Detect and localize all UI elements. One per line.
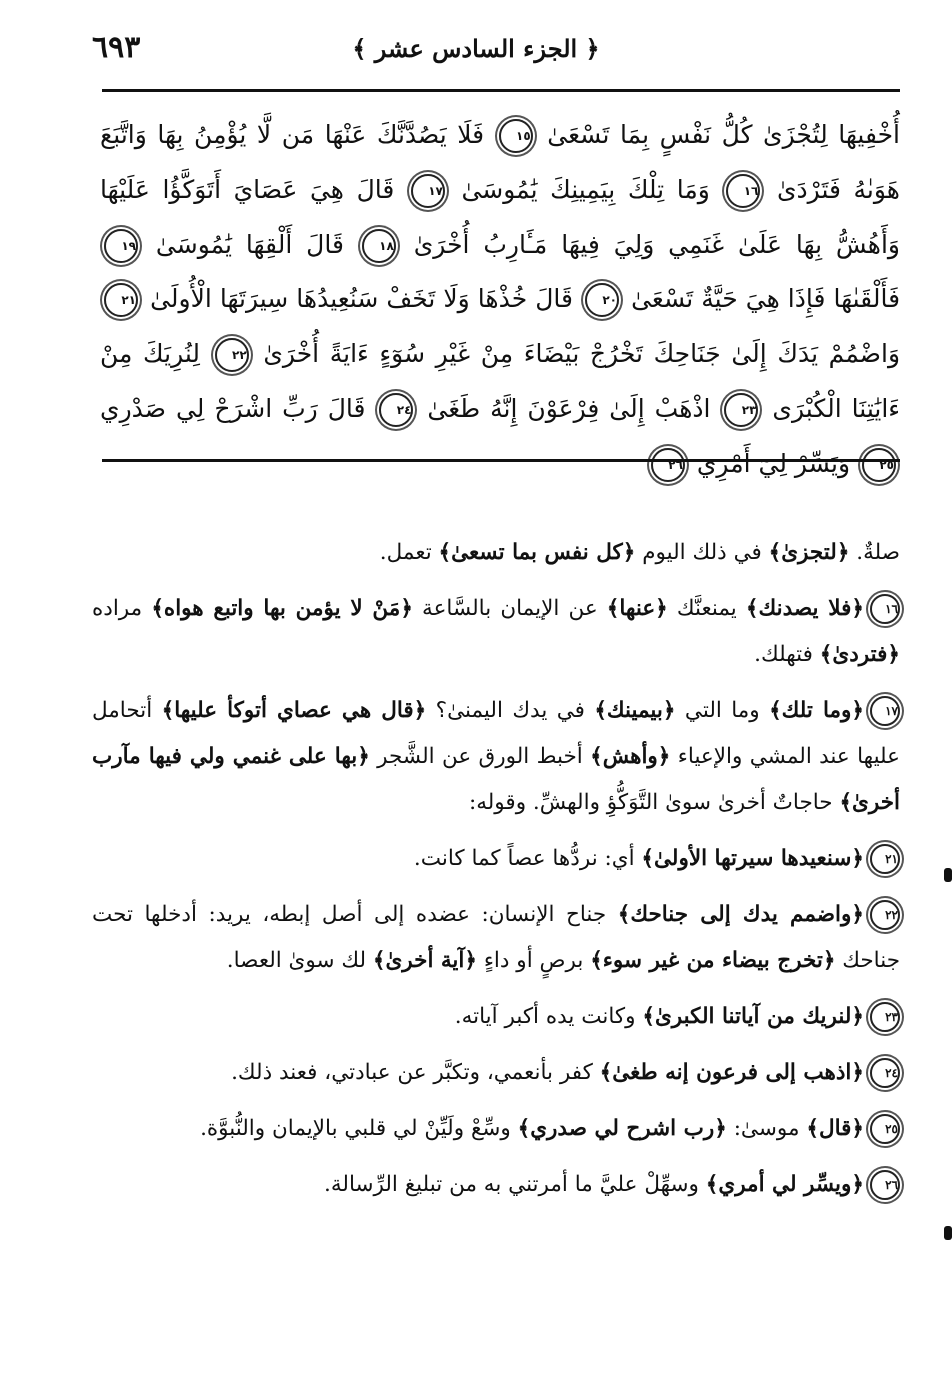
commentary-text: أخبط الورق عن الشَّجر (369, 744, 591, 769)
commentary-paragraph (92, 530, 900, 576)
verse-number-mark: ٢١ (870, 844, 900, 874)
quoted-verse-phrase: ﴿قال﴾ (806, 1116, 864, 1141)
quoted-verse-phrase: ﴿قال هي عصاي أتوكأ عليها﴾ (161, 698, 427, 723)
verse-number-mark: ٢٥ (862, 448, 896, 482)
section-divider (102, 459, 900, 462)
page-edge-mark (944, 1226, 952, 1240)
verse-text: فَأَلْقَىٰهَا فَإِذَا هِيَ حَيَّةٌ تَسْعَىٰ (631, 284, 901, 314)
verse-number-mark: ١٧ (411, 174, 445, 208)
commentary-text: وما التي (675, 698, 770, 723)
commentary-paragraph (92, 586, 900, 678)
commentary-text: يمنعنَّك (667, 596, 746, 621)
verse-number-mark: ٢٣ (724, 393, 758, 427)
commentary-text: عن الإيمان بالسَّاعة (412, 596, 607, 621)
quoted-verse-phrase: ﴿وما تلك﴾ (769, 698, 864, 723)
commentary-text: فتهلك. (754, 642, 820, 667)
commentary-text: أي: نردُّها عصاً كما كانت. (413, 846, 642, 871)
commentary-paragraph (92, 1106, 900, 1152)
verse-text: وَاضْمُمْ يَدَكَ إِلَىٰ جَنَاحِكَ تَخْرُجْ بَيْضَاءَ مِنْ غَيْرِ سُوٓءٍ ءَايَةً أُخْرَىٰ (263, 339, 901, 369)
quoted-verse-phrase: ﴿ويسِّر لي أمري﴾ (705, 1172, 864, 1197)
commentary-text: لك سوىٰ العصا. (226, 948, 373, 973)
verse-text: قَالَ رَبِّ اشْرَحْ لِي صَدْرِي (100, 393, 366, 423)
quoted-verse-phrase: ﴿لنريك من آياتنا الكبرىٰ﴾ (642, 1004, 864, 1029)
verse-number-mark: ١٨ (362, 229, 396, 263)
commentary-paragraph (92, 836, 900, 882)
commentary-text: في يدك اليمنىٰ؟ (426, 698, 595, 723)
quoted-verse-phrase: ﴿بيمينك﴾ (594, 698, 676, 723)
verse-number-mark: ١٥ (499, 119, 533, 153)
commentary-text: موسىٰ: (726, 1116, 807, 1141)
commentary-paragraph (92, 892, 900, 984)
verse-text: اذْهَبْ إِلَىٰ فِرْعَوْنَ إِنَّهُ طَغَىٰ (427, 393, 711, 423)
verse-number-mark: ٢٦ (870, 1170, 900, 1200)
commentary-paragraph (92, 688, 900, 826)
verse-number-mark: ١٩ (104, 229, 138, 263)
commentary-text: في ذلك اليوم (635, 540, 769, 565)
verse-number-mark: ٢٤ (379, 393, 413, 427)
verse-text: أُخْفِيهَا لِتُجْزَىٰ كُلُّ نَفْسٍ بِمَا تَسْعَىٰ (547, 120, 901, 149)
quoted-verse-phrase: ﴿آية أخرىٰ﴾ (372, 948, 477, 973)
verse-number-mark: ٢٦ (651, 448, 685, 482)
quoted-verse-phrase: ﴿مَنْ لا يؤمن بها واتبع هواه﴾ (151, 596, 413, 621)
verse-number-mark: ٢٢ (870, 900, 900, 930)
quoted-verse-phrase: ﴿لتجزىٰ﴾ (768, 540, 850, 565)
commentary-text: كفر بأنعمي، وتكبَّر عن عبادتي، فعند ذلك. (231, 1060, 600, 1085)
commentary-text: وكانت يده أكبر آياته. (454, 1004, 643, 1029)
verse-number-mark: ٢٢ (215, 338, 249, 372)
verse-text: وَمَا تِلْكَ بِيَمِينِكَ يَٰمُوسَىٰ (461, 174, 710, 204)
verse-number-mark: ٢٥ (870, 1114, 900, 1144)
running-header: ﴿ الجزء السادس عشر ﴾ (352, 34, 600, 63)
verse-number-mark: ٢١ (104, 283, 138, 317)
page-number: ٦٩٣ (92, 30, 141, 65)
verse-number-mark: ١٦ (870, 594, 900, 624)
quoted-verse-phrase: ﴿تخرج بيضاء من غير سوء﴾ (590, 948, 836, 973)
verse-text: قَالَ هِيَ عَصَايَ أَتَوَكَّؤُا عَلَيْهَا وَأَهُشُّ بِهَا عَلَىٰ غَنَمِي وَلِيَ فِيهَا مَـَٔارِبُ أُخْرَىٰ (100, 174, 900, 259)
quoted-verse-phrase: ﴿واضمم يدك إلى جناحك﴾ (617, 902, 864, 927)
commentary-text: وسِّعْ ولَيِّنْ لي قلبي بالإيمان والنُّبوَّة. (200, 1116, 518, 1141)
verse-number-mark: ١٦ (726, 174, 760, 208)
verse-text: قَالَ خُذْهَا وَلَا تَخَفْ سَنُعِيدُهَا سِيرَتَهَا الْأُولَىٰ (150, 284, 573, 314)
verse-text: وَيَسِّرْ لِيٓ أَمْرِي (696, 448, 851, 478)
commentary-text: مراده (92, 596, 152, 621)
page-edge-mark (944, 868, 952, 882)
commentary-text: أتحامل عليها عند المشي والإعياء (92, 698, 901, 769)
verse-number-mark: ٢٠ (585, 283, 619, 317)
quoted-verse-phrase: ﴿وأهش﴾ (590, 744, 671, 769)
top-rule (102, 89, 900, 92)
commentary-paragraph (92, 1050, 900, 1096)
commentary-paragraph (92, 1162, 900, 1208)
quoted-verse-phrase: ﴿سنعيدها سيرتها الأولىٰ﴾ (641, 846, 864, 871)
verse-number-mark: ٢٣ (870, 1002, 900, 1032)
verse-text: لِنُرِيَكَ مِنْ ءَايَٰتِنَا الْكُبْرَى (100, 339, 901, 423)
quoted-verse-phrase: ﴿فتردىٰ﴾ (819, 642, 900, 667)
commentary-text: صلةٌ. (849, 540, 900, 565)
verse-number-mark: ١٧ (870, 696, 900, 726)
commentary-text: جناح الإنسان: عضده إلى أصل إبطه، يريد: أدخلها تحت جناحك (92, 902, 900, 973)
commentary-block (92, 530, 900, 1208)
quoted-verse-phrase: ﴿رب اشرح لي صدري﴾ (517, 1116, 727, 1141)
quran-text-block (100, 108, 900, 492)
commentary-text: تعمل. (379, 540, 439, 565)
quoted-verse-phrase: ﴿كل نفس بما تسعىٰ﴾ (438, 540, 636, 565)
commentary-text: برصٍ أو داءٍ (476, 948, 591, 973)
commentary-paragraph (92, 994, 900, 1040)
verse-text: قَالَ أَلْقِهَا يَٰمُوسَىٰ (155, 229, 344, 259)
verse-text: فَلَا يَصُدَّنَّكَ عَنْهَا مَن لَّا يُؤْمِنُ بِهَا وَاتَّبَعَ هَوَىٰهُ فَتَرْدَىٰ (100, 120, 900, 204)
quoted-verse-phrase: ﴿عنها﴾ (606, 596, 668, 621)
commentary-text: حاجاتٌ أخرىٰ سوىٰ التَّوَكُّؤِ والهشِّ. وقوله: (468, 790, 840, 815)
quoted-verse-phrase: ﴿بها على غنمي ولي فيها مآرب أخرىٰ﴾ (92, 744, 900, 815)
quoted-verse-phrase: ﴿اذهب إلى فرعون إنه طغىٰ﴾ (599, 1060, 864, 1085)
quoted-verse-phrase: ﴿فلا يصدنك﴾ (745, 596, 864, 621)
verse-number-mark: ٢٤ (870, 1058, 900, 1088)
commentary-text: وسهِّلْ عليَّ ما أمرتني به من تبليغ الرِّسالة. (324, 1172, 706, 1197)
